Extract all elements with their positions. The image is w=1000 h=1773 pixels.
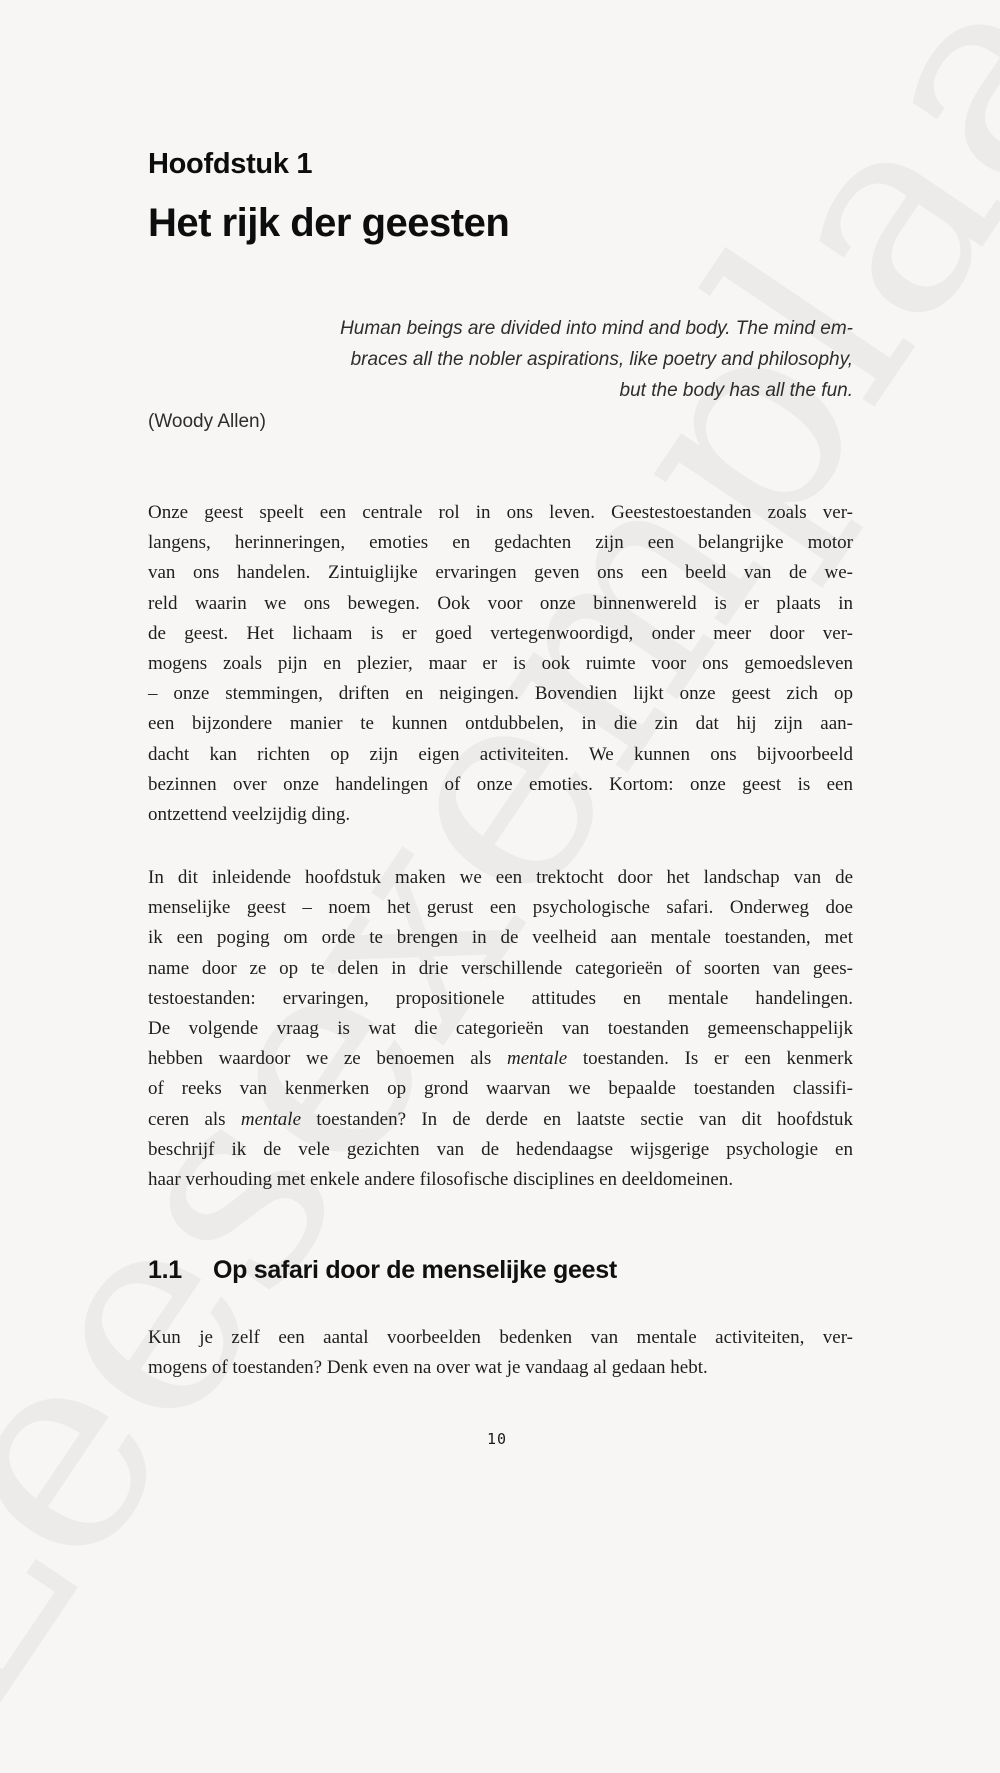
text-line: langens, herinneringen, emoties en gedachten zijn een belangrijke motor bbox=[148, 532, 853, 554]
text-line: menselijke geest – noem het gerust een psychologische safari. Onderweg doe bbox=[148, 897, 853, 919]
text-line: de geest. Het lichaam is er goed vertegenwoordigd, onder meer door ver- bbox=[148, 622, 853, 644]
text-line: name door ze op te delen in drie verschillende categorieën of soorten van gees- bbox=[148, 957, 853, 979]
text-line: testoestanden: ervaringen, propositionele attitudes en mentale handelingen. bbox=[148, 987, 853, 1009]
section-number: 1.1 bbox=[148, 1256, 182, 1284]
text-line: (Woody Allen) bbox=[148, 411, 266, 432]
epigraph-quote bbox=[148, 313, 853, 437]
page-number: 10 bbox=[486, 1430, 508, 1448]
text-line: De volgende vraag is wat die categorieën van toestanden gemeenschappelijk bbox=[148, 1018, 853, 1040]
body-paragraph-1 bbox=[148, 498, 853, 830]
chapter-label: Hoofdstuk 1 bbox=[148, 148, 313, 180]
text-line: haar verhouding met enkele andere filosofische disciplines en deeldomeinen. bbox=[148, 1169, 734, 1191]
text-line: beschrijf ik de vele gezichten van de hedendaagse wijsgerige psychologie en bbox=[148, 1138, 853, 1160]
chapter-title: Het rijk der geesten bbox=[148, 201, 510, 245]
text-line: reld waarin we ons bewegen. Ook voor onze binnenwereld is er plaats in bbox=[148, 592, 853, 614]
text-line: dacht kan richten op zijn eigen activiteiten. We kunnen ons bijvoorbeeld bbox=[148, 743, 853, 765]
text-line: Kun je zelf een aantal voorbeelden bedenken van mentale activiteiten, ver- bbox=[148, 1327, 853, 1348]
text-line: – onze stemmingen, driften en neigingen. Bovendien lijkt onze geest zich op bbox=[148, 683, 853, 705]
body-paragraph-2 bbox=[148, 863, 853, 1195]
text-line: hebben waardoor we ze benoemen als mentale toestanden. Is er een kenmerk bbox=[148, 1048, 853, 1070]
text-line: van ons handelen. Zintuiglijke ervaringen geven ons een beeld van de we- bbox=[148, 562, 853, 584]
text-line: een bijzondere manier te kunnen ontdubbelen, in die zin dat hij zijn aan- bbox=[148, 713, 853, 735]
text-line: In dit inleidende hoofdstuk maken we een trektocht door het landschap van de bbox=[148, 867, 853, 888]
body-paragraph-3 bbox=[148, 1323, 853, 1383]
text-line: but the body has all the fun. bbox=[619, 380, 853, 401]
section-heading bbox=[148, 1256, 855, 1285]
section-title: Op safari door de menselijke geest bbox=[213, 1256, 617, 1284]
text-line: Human beings are divided into mind and body. The mind em- bbox=[340, 318, 853, 339]
text-line: Onze geest speelt een centrale rol in ons leven. Geestestoestanden zoals ver- bbox=[148, 502, 853, 523]
text-line: mogens of toestanden? Denk even na over wat je vandaag al gedaan hebt. bbox=[148, 1357, 708, 1379]
text-line: bezinnen over onze handelingen of onze emoties. Kortom: onze geest is een bbox=[148, 773, 853, 795]
text-line: ik een poging om orde te brengen in de veelheid aan mentale toestanden, met bbox=[148, 927, 853, 949]
text-line: ontzettend veelzijdig ding. bbox=[148, 804, 351, 826]
text-line: of reeks van kenmerken op grond waarvan we bepaalde toestanden classifi- bbox=[148, 1078, 853, 1100]
text-line: mogens zoals pijn en plezier, maar er is ook ruimte voor ons gemoedsleven bbox=[148, 653, 853, 675]
text-line: braces all the nobler aspirations, like poetry and philosophy, bbox=[350, 349, 853, 370]
text-line: ceren als mentale toestanden? In de derde en laatste sectie van dit hoofdstuk bbox=[148, 1108, 854, 1130]
